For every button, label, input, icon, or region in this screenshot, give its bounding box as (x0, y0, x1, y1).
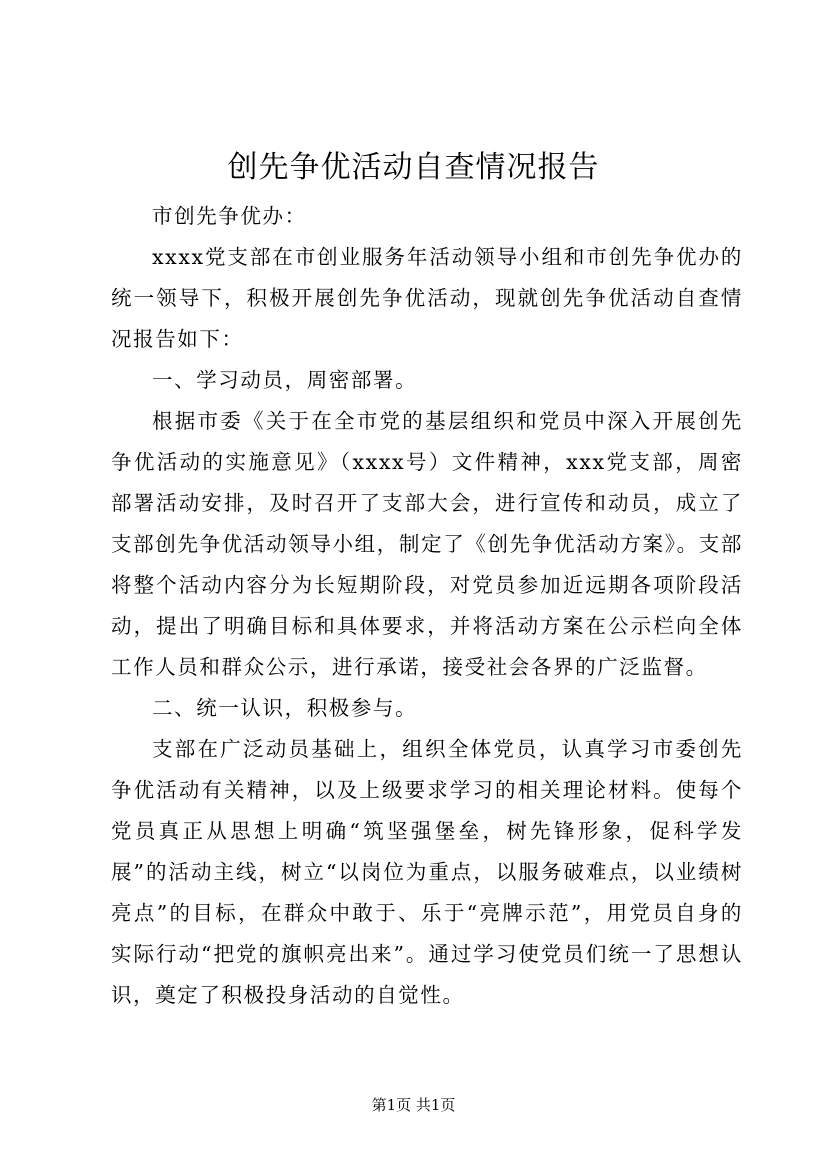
section-heading-2: 二、统一认识，积极参与。 (152, 696, 418, 720)
section-heading-1: 一、学习动员，周密部署。 (152, 368, 418, 392)
document-title: 创先争优活动自查情况报告 (227, 150, 600, 185)
page-footer: 第1页 共1页 (371, 1096, 456, 1114)
paragraph-section-2: 支部在广泛动员基础上，组织全体党员，认真学习市委创先争优活动有关精神，以及上级要求学习的相关理论材料。使每个党员真正从思想上明确“筑坚强堡垒，树先锋形象，促科学发展”的活动主线，树立“以岗位为重点，以服务破难点，以业绩树亮点”的目标，在群众中敢于、乐于“亮牌示范”，用党员自身的实际行动“把党的旗帜亮出来”。通过学习使党员们统一了思想认识，奠定了积极投身活动的自觉性。 (111, 737, 743, 1007)
paragraph-section-1: 根据市委《关于在全市党的基层组织和党员中深入开展创先争优活动的实施意见》（xxxx号）文件精神，xxx党支部，周密部署活动安排，及时召开了支部大会，进行宣传和动员，成立了支部创先争优活动领导小组，制定了《创先争优活动方案》。支部将整个活动内容分为长短期阶段，对党员参加近远期各项阶段活动，提出了明确目标和具体要求，并将活动方案在公示栏向全体工作人员和群众公示，进行承诺，接受社会各界的广泛监督。 (111, 409, 743, 679)
salutation: 市创先争优办： (152, 204, 307, 228)
paragraph-intro: xxxx党支部在市创业服务年活动领导小组和市创先争优办的统一领导下，积极开展创先争优活动，现就创先争优活动自查情况报告如下： (111, 245, 743, 351)
document-body (111, 196, 743, 1016)
